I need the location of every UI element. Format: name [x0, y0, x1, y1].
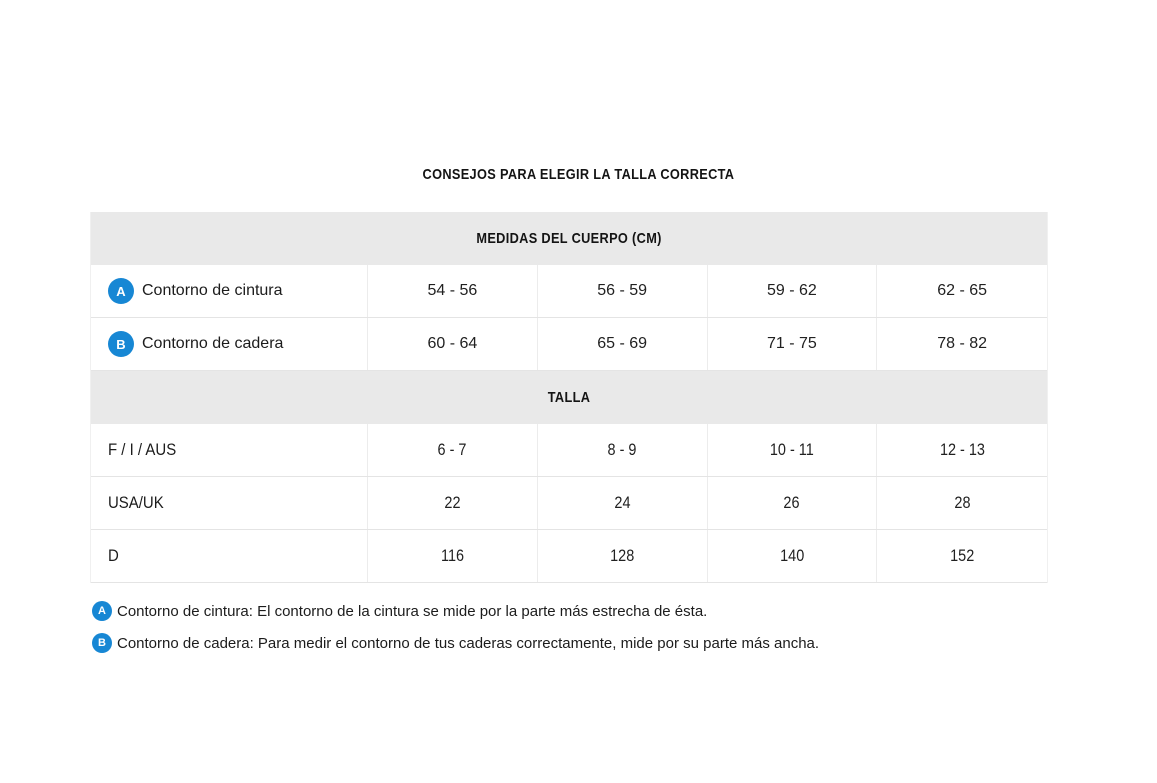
size-chart-table [90, 212, 1048, 583]
table-row-f-i-aus [91, 424, 1047, 477]
usa-uk-value-4: 28 [954, 493, 971, 512]
hip-value-3: 71 - 75 [708, 318, 878, 370]
d-value-2: 128 [538, 530, 708, 582]
usa-uk-value-1: 22 [368, 477, 538, 529]
page-title-text: CONSEJOS PARA ELEGIR LA TALLA CORRECTA [422, 166, 735, 183]
table-row-usa-uk [91, 477, 1047, 530]
d-value-3: 140 [708, 530, 878, 582]
section-header-body-measurements [91, 212, 1047, 265]
d-value-1: 116 [368, 530, 538, 582]
f-i-aus-value-1: 6 - 7 [368, 424, 538, 476]
hip-value-4: 78 - 82 [937, 335, 988, 352]
waist-value-1: 54 - 56 [368, 265, 538, 317]
f-i-aus-label-cell [91, 424, 368, 476]
page-title [0, 166, 1157, 183]
marker-b-icon: B [108, 331, 134, 357]
hip-label-cell [91, 318, 368, 370]
footnote-waist-text: Contorno de cintura: El contorno de la cintura se mide por la parte más estrecha de ésta. [117, 602, 708, 620]
table-row-d [91, 530, 1047, 583]
f-i-aus-label: F / I / AUS [108, 440, 177, 459]
f-i-aus-value-2: 8 - 9 [538, 424, 708, 476]
waist-value-2: 56 - 59 [538, 265, 708, 317]
marker-a-icon: A [108, 278, 134, 304]
usa-uk-value-3: 26 [708, 477, 878, 529]
d-value-4: 152 [950, 546, 975, 565]
section-header-body-measurements-label: MEDIDAS DEL CUERPO (CM) [476, 230, 662, 247]
table-row-waist [91, 265, 1047, 318]
waist-label: Contorno de cintura [142, 282, 283, 299]
d-label: D [108, 546, 119, 565]
hip-value-1: 60 - 64 [368, 318, 538, 370]
f-i-aus-value-3: 10 - 11 [708, 424, 878, 476]
usa-uk-label-cell [91, 477, 368, 529]
hip-label: Contorno de cadera [142, 335, 284, 352]
waist-label-cell [91, 265, 368, 317]
hip-value-2: 65 - 69 [538, 318, 708, 370]
table-row-hip [91, 318, 1047, 371]
footnote-marker-a-icon: A [92, 601, 112, 621]
usa-uk-value-2: 24 [538, 477, 708, 529]
waist-value-3: 59 - 62 [708, 265, 878, 317]
footnote-marker-b-icon: B [92, 633, 112, 653]
usa-uk-label: USA/UK [108, 493, 164, 512]
footnote-waist [92, 601, 707, 621]
d-label-cell [91, 530, 368, 582]
footnote-hip-text: Contorno de cadera: Para medir el contorno de tus caderas correctamente, mide por su parte más ancha. [117, 634, 820, 652]
waist-value-4: 62 - 65 [937, 282, 988, 299]
section-header-size-label: TALLA [547, 389, 591, 406]
section-header-size [91, 371, 1047, 424]
footnote-hip [92, 633, 819, 653]
f-i-aus-value-4: 12 - 13 [939, 440, 985, 459]
